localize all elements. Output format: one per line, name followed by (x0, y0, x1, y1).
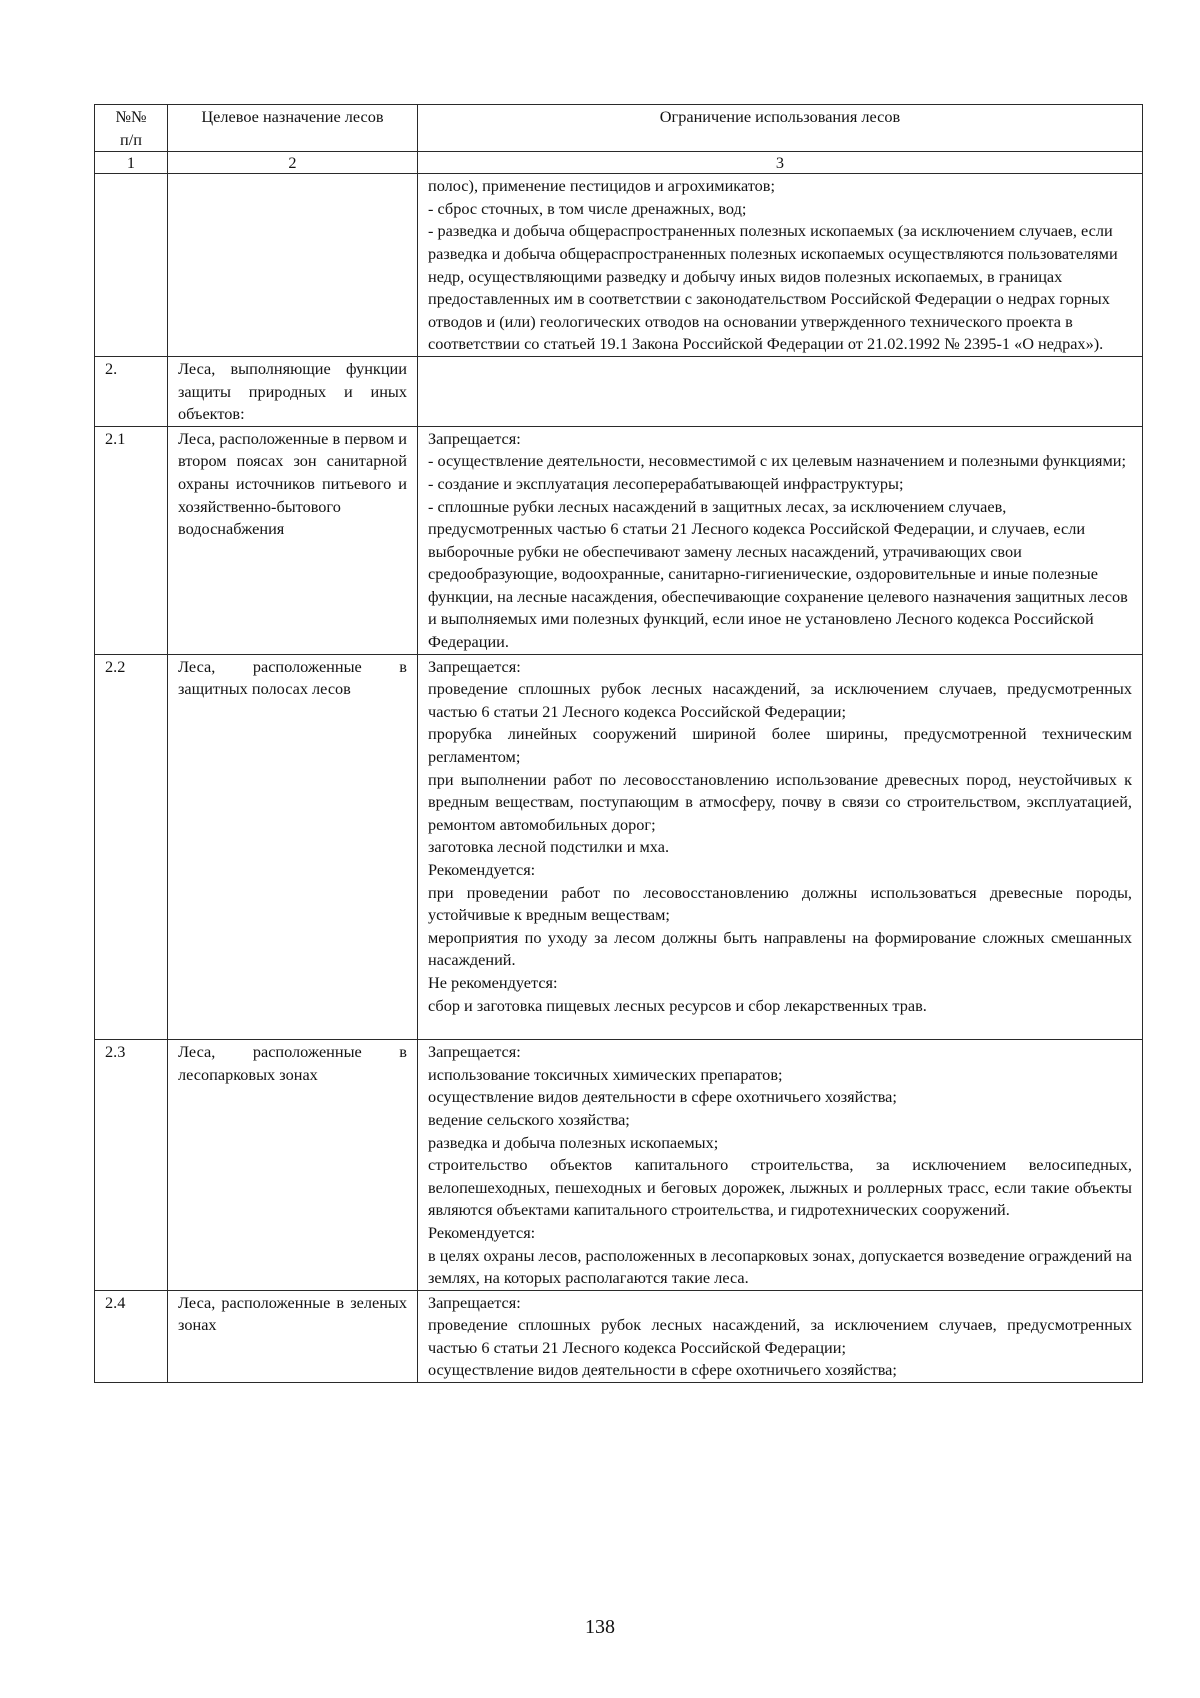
row-restriction (418, 1290, 1143, 1382)
restriction-line: Запрещается: (428, 1042, 521, 1062)
table-row (95, 1040, 1143, 1291)
row-restriction (418, 1040, 1143, 1291)
row-number: 2. (95, 356, 168, 426)
row-purpose: Леса, расположенные в первом и втором поясах зон санитарной охраны источников питьевого и хозяйственно-бытового водоснабжения (168, 426, 418, 654)
forest-use-restrictions-table (94, 104, 1143, 1383)
restriction-line: - сброс сточных, в том числе дренажных, вод; (428, 198, 747, 218)
restriction-line: использование токсичных химических препаратов; (428, 1064, 783, 1084)
restriction-line: при выполнении работ по лесовосстановлению использование древесных пород, неустойчивых к вредным веществам, поступающим в атмосферу, почву в связи со строительством, эксплуатацией, ремонтом автомобильных дорог; (428, 769, 1132, 834)
restriction-line: при проведении работ по лесовосстановлению должны использоваться древесные породы, устойчивые к вредным веществам; (428, 882, 1132, 925)
restriction-line: - осуществление деятельности, несовместимой с их целевым назначением и полезными функциями; (428, 451, 1127, 471)
row-purpose: Леса, выполняющие функции защиты природных и иных объектов: (168, 356, 418, 426)
column-number: 3 (418, 152, 1143, 174)
restriction-line: Рекомендуется: (428, 1222, 536, 1242)
row-number: 2.3 (95, 1040, 168, 1291)
restriction-line: полос), применение пестицидов и агрохимикатов; (428, 176, 776, 196)
restriction-line: заготовка лесной подстилки и мха. (428, 837, 670, 857)
table-row (95, 174, 1143, 357)
row-purpose: Леса, расположенные в зеленых зонах (168, 1290, 418, 1382)
restriction-line: проведение сплошных рубок лесных насаждений, за исключением случаев, предусмотренных частью 6 статьи 21 Лесного кодекса Российской Федерации; (428, 679, 1132, 721)
row-number: 2.2 (95, 654, 168, 1040)
row-purpose (168, 174, 418, 357)
restriction-line: Запрещается: (428, 1292, 521, 1312)
header-num: №№ п/п (95, 105, 168, 152)
restriction-line: прорубка линейных сооружений шириной более ширины, предусмотренной техническим регламентом; (428, 724, 1132, 767)
table-row (95, 1290, 1143, 1382)
restriction-line: мероприятия по уходу за лесом должны быть направлены на формирование сложных смешанных насаждений. (428, 927, 1132, 970)
page-number: 138 (585, 1616, 615, 1638)
restriction-line: Запрещается: (428, 428, 521, 448)
table-row (95, 356, 1143, 426)
restriction-line: в целях охраны лесов, расположенных в лесопарковых зонах, допускается возведение ограждений на землях, на которых располагаются такие леса. (428, 1245, 1132, 1288)
row-purpose: Леса, расположенные в лесопарковых зонах (168, 1040, 418, 1291)
row-restriction (418, 174, 1143, 357)
cell-spacer (428, 1017, 1132, 1039)
table-header-row (95, 105, 1143, 152)
restriction-line: разведка и добыча полезных ископаемых; (428, 1132, 719, 1152)
restriction-line: - создание и эксплуатация лесоперерабатывающей инфраструктуры; (428, 473, 904, 493)
row-restriction (418, 356, 1143, 426)
restriction-line: Запрещается: (428, 656, 521, 676)
table-row (95, 654, 1143, 1040)
restriction-line: - разведка и добыча общераспространенных полезных ископаемых (за исключением случаев, если разведка и добыча общераспространенных полезных ископаемых осуществляются пользователями недр, осуществляющими разведку и добычу иных видов полезных ископаемых, в границах предоставленных им в соответствии с законодательством Российской Федерации о недрах горных отводов и (или) геологических отводов на основании утвержденного технического проекта в соответствии со статьей 19.1 Закона Российской Федерации от 21.02.1992 № 2395-1 «О недрах»). (428, 221, 1118, 354)
restriction-line: Рекомендуется: (428, 860, 536, 879)
column-number: 1 (95, 152, 168, 174)
column-number-row (95, 152, 1143, 174)
row-restriction (418, 654, 1143, 1040)
restriction-line: - сплошные рубки лесных насаждений в защитных лесах, за исключением случаев, предусмотренных частью 6 статьи 21 Лесного кодекса Российской Федерации, и случаев, если выборочные рубки не обеспечивают замену лесных насаждений, утрачивающих свои средообразующие, водоохранные, санитарно-гигиенические, оздоровительные и иные полезные функции, на лесные насаждения, обеспечивающие сохранение целевого назначения защитных лесов и выполняемых ими полезных функций, если иное не установлено Лесного кодекса Российской Федерации. (428, 496, 1128, 652)
restriction-line: осуществление видов деятельности в сфере охотничьего хозяйства; (428, 1087, 897, 1107)
restriction-line: ведение сельского хозяйства; (428, 1109, 630, 1129)
row-restriction (418, 426, 1143, 654)
row-number (95, 174, 168, 357)
row-number: 2.4 (95, 1290, 168, 1382)
restriction-line: сбор и заготовка пищевых лесных ресурсов и сбор лекарственных трав. (428, 995, 927, 1015)
restriction-line: строительство объектов капитального строительства, за исключением велосипедных, велопешеходных, пешеходных и беговых дорожек, лыжных и роллерных трасс, если такие объекты являются объектами капитального строительства, и гидротехнических сооружений. (428, 1155, 1132, 1220)
column-number: 2 (168, 152, 418, 174)
header-purpose: Целевое назначение лесов (168, 105, 418, 152)
row-purpose: Леса, расположенные в защитных полосах лесов (168, 654, 418, 1040)
row-number: 2.1 (95, 426, 168, 654)
header-restriction: Ограничение использования лесов (418, 105, 1143, 152)
table-row (95, 426, 1143, 654)
restriction-line: осуществление видов деятельности в сфере охотничьего хозяйства; (428, 1360, 897, 1380)
restriction-line: Не рекомендуется: (428, 972, 558, 992)
restriction-line: проведение сплошных рубок лесных насаждений, за исключением случаев, предусмотренных частью 6 статьи 21 Лесного кодекса Российской Федерации; (428, 1315, 1132, 1357)
